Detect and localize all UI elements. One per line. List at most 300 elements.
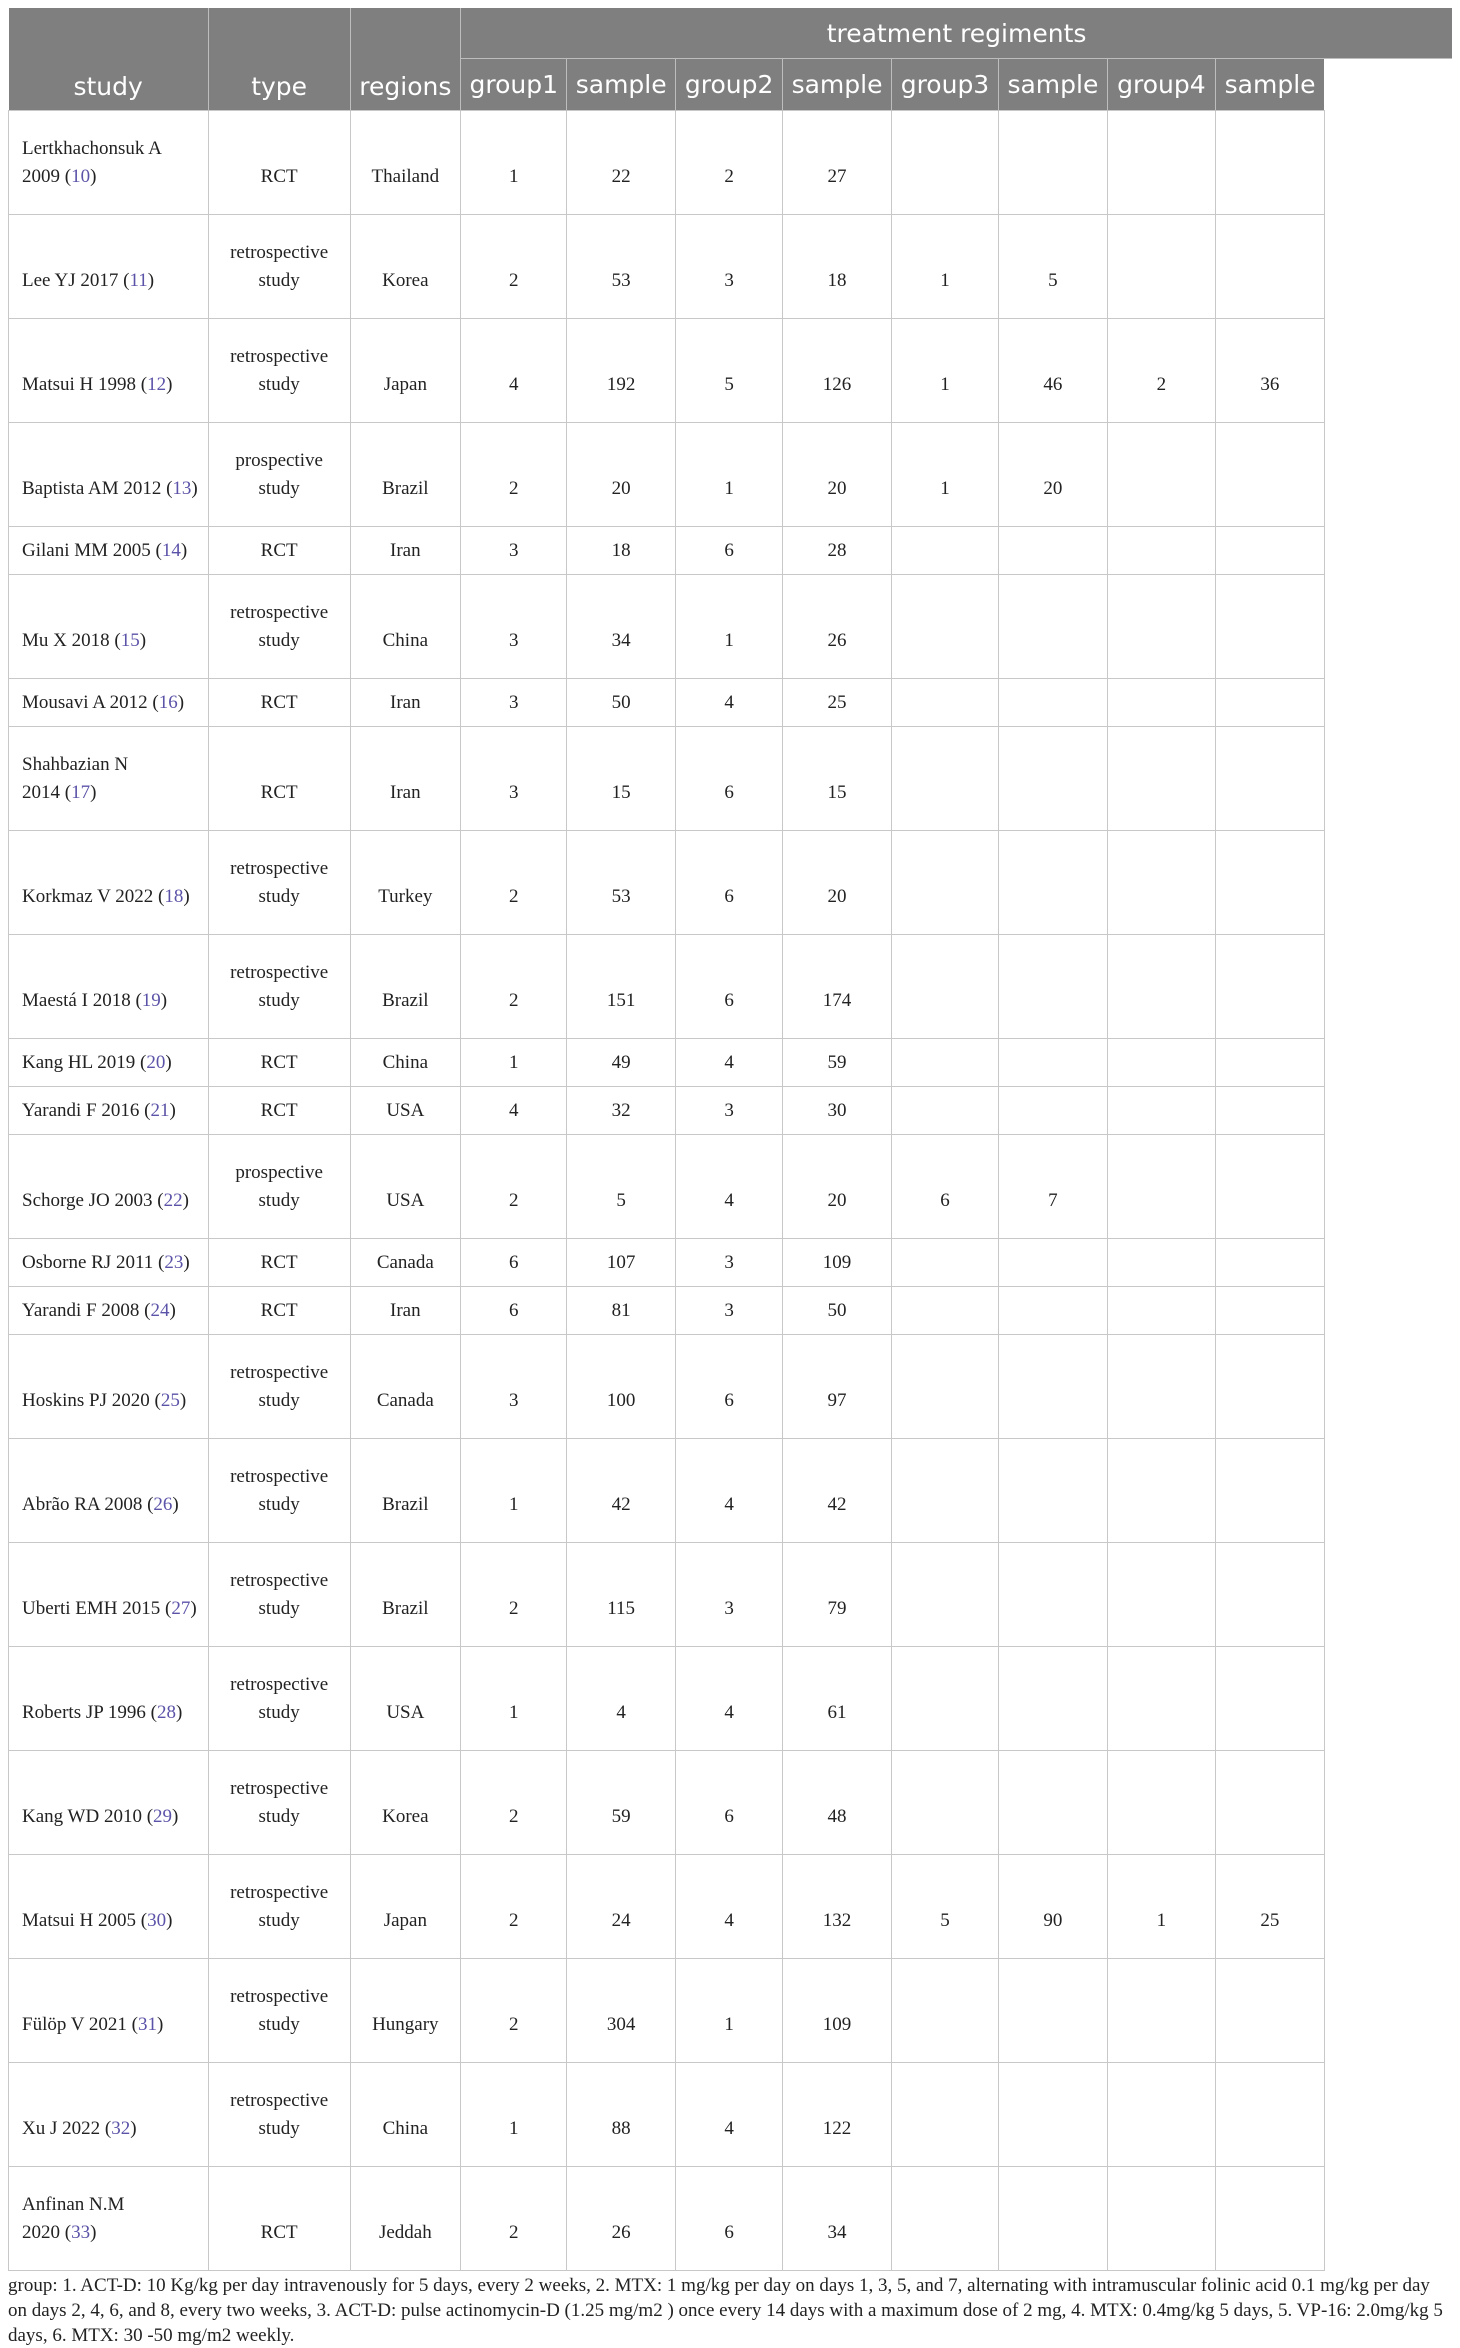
study-cell: Xu J 2022 (32) [9, 2063, 209, 2167]
study-cell: Osborne RJ 2011 (23) [9, 1239, 209, 1287]
group1-cell: 2 [461, 423, 567, 527]
header-group4: group4 [1107, 59, 1215, 111]
region-cell: Iran [350, 1287, 461, 1335]
sample1-cell: 53 [567, 831, 675, 935]
reference-link[interactable]: 14 [161, 539, 181, 561]
sample2-cell: 26 [783, 575, 891, 679]
study-name: Osborne RJ 2011 [22, 1251, 154, 1273]
sample1-cell: 192 [567, 319, 675, 423]
type-cell: retrospective study [208, 1335, 350, 1439]
header-group3: group3 [891, 59, 998, 111]
sample4-cell [1216, 1647, 1324, 1751]
group2-cell: 4 [675, 1647, 782, 1751]
reference-link[interactable]: 11 [129, 269, 148, 291]
study-cell: Shahbazian N 2014 (17) [9, 727, 209, 831]
group4-cell [1107, 1287, 1215, 1335]
reference-link[interactable]: 21 [150, 1099, 170, 1121]
group4-cell [1107, 1135, 1215, 1239]
sample1-cell: 18 [567, 527, 675, 575]
sample4-cell [1216, 727, 1324, 831]
type-cell: RCT [208, 2167, 350, 2271]
sample3-cell [999, 935, 1107, 1039]
study-cell: Hoskins PJ 2020 (25) [9, 1335, 209, 1439]
table-header [9, 8, 1453, 111]
table-row [9, 215, 1453, 319]
reference-link[interactable]: 32 [111, 2117, 131, 2139]
group1-cell: 3 [461, 727, 567, 831]
group1-cell: 3 [461, 527, 567, 575]
table-row [9, 679, 1453, 727]
group2-cell: 1 [675, 423, 782, 527]
sample1-cell: 100 [567, 1335, 675, 1439]
table-footnote: group: 1. ACT-D: 10 Kg/kg per day intravenously for 5 days, every 2 weeks, 2. MTX: 1 mg/kg per day on days 1, 3, 5, and 7, alternating with intramuscular folinic acid 0.1 mg/kg per day on days 2, 4, 6, and 8, every two weeks, 3. ACT-D: pulse actinomycin-D (1.25 mg/m2 ) once every 14 days with a maximum dose of 2 mg, 4. MTX: 0.4mg/kg 5 days, 5. VP-16: 2.0mg/kg 5 days, 6. MTX: 30 -50 mg/m2 weekly. [8, 2275, 1443, 2346]
reference-link[interactable]: 16 [158, 691, 178, 713]
region-cell: Thailand [350, 111, 461, 215]
sample3-cell [999, 1087, 1107, 1135]
sample3-cell [999, 2063, 1107, 2167]
sample4-cell [1216, 1135, 1324, 1239]
study-name: Fülöp V 2021 [22, 2013, 127, 2035]
sample1-cell: 42 [567, 1439, 675, 1543]
type-cell: retrospective study [208, 1647, 350, 1751]
sample2-cell: 25 [783, 679, 891, 727]
sample1-cell: 22 [567, 111, 675, 215]
table-row [9, 2167, 1453, 2271]
group4-cell [1107, 1647, 1215, 1751]
group1-cell: 2 [461, 831, 567, 935]
group3-cell [891, 679, 998, 727]
group3-cell [891, 575, 998, 679]
group3-cell [891, 2063, 998, 2167]
sample3-cell [999, 1335, 1107, 1439]
sample3-cell [999, 1647, 1107, 1751]
sample2-cell: 59 [783, 1039, 891, 1087]
header-sample4: sample [1216, 59, 1324, 111]
sample1-cell: 304 [567, 1959, 675, 2063]
table-row [9, 1087, 1453, 1135]
group2-cell: 6 [675, 1335, 782, 1439]
region-cell: USA [350, 1647, 461, 1751]
group2-cell: 5 [675, 319, 782, 423]
group2-cell: 6 [675, 831, 782, 935]
reference-link[interactable]: 19 [141, 989, 161, 1011]
group1-cell: 2 [461, 1543, 567, 1647]
region-cell: Jeddah [350, 2167, 461, 2271]
sample3-cell [999, 1751, 1107, 1855]
reference-link[interactable]: 17 [71, 781, 91, 803]
group3-cell [891, 1335, 998, 1439]
sample4-cell [1216, 1439, 1324, 1543]
type-cell: retrospective study [208, 935, 350, 1039]
study-name: Anfinan N.M 2020 [22, 2193, 125, 2243]
study-cell: Korkmaz V 2022 (18) [9, 831, 209, 935]
sample2-cell: 61 [783, 1647, 891, 1751]
type-cell: retrospective study [208, 215, 350, 319]
group3-cell [891, 1439, 998, 1543]
group1-cell: 6 [461, 1287, 567, 1335]
table-row [9, 1135, 1453, 1239]
sample4-cell: 36 [1216, 319, 1324, 423]
study-name: Schorge JO 2003 [22, 1189, 153, 1211]
reference-link[interactable]: 22 [163, 1189, 183, 1211]
type-cell: retrospective study [208, 319, 350, 423]
sample4-cell [1216, 1239, 1324, 1287]
group2-cell: 6 [675, 1751, 782, 1855]
group4-cell [1107, 831, 1215, 935]
group2-cell: 3 [675, 1287, 782, 1335]
table-row [9, 1751, 1453, 1855]
group3-cell [891, 111, 998, 215]
sample4-cell [1216, 527, 1324, 575]
study-name: Yarandi F 2008 [22, 1299, 140, 1321]
study-name: Korkmaz V 2022 [22, 885, 154, 907]
sample1-cell: 115 [567, 1543, 675, 1647]
region-cell: Japan [350, 1855, 461, 1959]
sample3-cell [999, 831, 1107, 935]
sample3-cell [999, 111, 1107, 215]
group4-cell [1107, 935, 1215, 1039]
group4-cell: 2 [1107, 319, 1215, 423]
region-cell: China [350, 575, 461, 679]
type-cell: retrospective study [208, 1855, 350, 1959]
sample2-cell: 20 [783, 831, 891, 935]
group3-cell [891, 1751, 998, 1855]
header-regions: regions [350, 8, 461, 111]
group2-cell: 4 [675, 679, 782, 727]
study-name: Kang WD 2010 [22, 1805, 142, 1827]
sample2-cell: 109 [783, 1959, 891, 2063]
reference-link[interactable]: 12 [147, 373, 167, 395]
reference-link[interactable]: 18 [164, 885, 184, 907]
type-cell: RCT [208, 1039, 350, 1087]
group2-cell: 4 [675, 1135, 782, 1239]
group4-cell [1107, 575, 1215, 679]
sample3-cell [999, 1287, 1107, 1335]
sample4-cell [1216, 2063, 1324, 2167]
group2-cell: 6 [675, 527, 782, 575]
group2-cell: 2 [675, 111, 782, 215]
table-row [9, 1647, 1453, 1751]
reference-link[interactable]: 31 [137, 2013, 157, 2035]
region-cell: Canada [350, 1335, 461, 1439]
group3-cell: 1 [891, 423, 998, 527]
sample1-cell: 5 [567, 1135, 675, 1239]
header-sample2: sample [783, 59, 891, 111]
table-row [9, 1335, 1453, 1439]
group2-cell: 3 [675, 1087, 782, 1135]
table-row [9, 1543, 1453, 1647]
table-row [9, 831, 1453, 935]
study-cell: Baptista AM 2012 (13) [9, 423, 209, 527]
region-cell: China [350, 2063, 461, 2167]
group3-cell [891, 1039, 998, 1087]
study-name: Xu J 2022 [22, 2117, 101, 2139]
table-row [9, 1959, 1453, 2063]
sample4-cell [1216, 679, 1324, 727]
table-row [9, 1039, 1453, 1087]
group4-cell [1107, 111, 1215, 215]
group3-cell [891, 2167, 998, 2271]
sample1-cell: 49 [567, 1039, 675, 1087]
group4-cell [1107, 2167, 1215, 2271]
sample4-cell [1216, 831, 1324, 935]
group2-cell: 3 [675, 1543, 782, 1647]
sample3-cell [999, 1543, 1107, 1647]
region-cell: Korea [350, 215, 461, 319]
study-cell: Mu X 2018 (15) [9, 575, 209, 679]
table-row [9, 527, 1453, 575]
group4-cell [1107, 527, 1215, 575]
type-cell: RCT [208, 1287, 350, 1335]
group1-cell: 3 [461, 679, 567, 727]
sample3-cell [999, 679, 1107, 727]
study-name: Shahbazian N 2014 [22, 753, 129, 803]
study-cell: Schorge JO 2003 (22) [9, 1135, 209, 1239]
group1-cell: 2 [461, 1959, 567, 2063]
region-cell: Turkey [350, 831, 461, 935]
sample3-cell: 7 [999, 1135, 1107, 1239]
reference-link[interactable]: 27 [171, 1597, 191, 1619]
reference-link[interactable]: 10 [71, 165, 91, 187]
sample2-cell: 97 [783, 1335, 891, 1439]
type-cell: RCT [208, 1087, 350, 1135]
sample1-cell: 53 [567, 215, 675, 319]
sample2-cell: 27 [783, 111, 891, 215]
sample3-cell [999, 2167, 1107, 2271]
group1-cell: 1 [461, 1647, 567, 1751]
study-cell: Maestá I 2018 (19) [9, 935, 209, 1039]
study-table [8, 8, 1452, 2271]
sample4-cell: 25 [1216, 1855, 1324, 1959]
reference-link[interactable]: 13 [172, 477, 192, 499]
study-cell: Lee YJ 2017 (11) [9, 215, 209, 319]
sample3-cell [999, 1439, 1107, 1543]
group3-cell [891, 1959, 998, 2063]
sample2-cell: 50 [783, 1287, 891, 1335]
sample2-cell: 20 [783, 1135, 891, 1239]
group2-cell: 6 [675, 935, 782, 1039]
study-name: Mousavi A 2012 [22, 691, 148, 713]
group1-cell: 2 [461, 1855, 567, 1959]
type-cell: retrospective study [208, 575, 350, 679]
sample1-cell: 20 [567, 423, 675, 527]
group4-cell [1107, 1959, 1215, 2063]
study-cell: Matsui H 1998 (12) [9, 319, 209, 423]
header-sample1: sample [567, 59, 675, 111]
reference-link[interactable]: 23 [164, 1251, 184, 1273]
group1-cell: 1 [461, 2063, 567, 2167]
study-cell: Uberti EMH 2015 (27) [9, 1543, 209, 1647]
sample2-cell: 28 [783, 527, 891, 575]
group1-cell: 2 [461, 1135, 567, 1239]
sample3-cell [999, 1239, 1107, 1287]
header-group2: group2 [675, 59, 782, 111]
region-cell: Korea [350, 1751, 461, 1855]
group3-cell: 1 [891, 215, 998, 319]
type-cell: RCT [208, 1239, 350, 1287]
study-cell: Mousavi A 2012 (16) [9, 679, 209, 727]
table-row [9, 2063, 1453, 2167]
group2-cell: 3 [675, 1239, 782, 1287]
study-cell: Matsui H 2005 (30) [9, 1855, 209, 1959]
region-cell: USA [350, 1135, 461, 1239]
group3-cell: 5 [891, 1855, 998, 1959]
study-cell: Kang WD 2010 (29) [9, 1751, 209, 1855]
group1-cell: 2 [461, 1751, 567, 1855]
region-cell: Canada [350, 1239, 461, 1287]
type-cell: retrospective study [208, 1543, 350, 1647]
group2-cell: 1 [675, 575, 782, 679]
group1-cell: 4 [461, 1087, 567, 1135]
region-cell: Iran [350, 679, 461, 727]
group4-cell [1107, 1335, 1215, 1439]
study-name: Abrão RA 2008 [22, 1493, 143, 1515]
sample4-cell [1216, 1287, 1324, 1335]
sample1-cell: 50 [567, 679, 675, 727]
group3-cell [891, 935, 998, 1039]
region-cell: Brazil [350, 1439, 461, 1543]
table-row [9, 319, 1453, 423]
group4-cell [1107, 1439, 1215, 1543]
sample2-cell: 132 [783, 1855, 891, 1959]
group2-cell: 4 [675, 2063, 782, 2167]
table-row [9, 727, 1453, 831]
study-name: Baptista AM 2012 [22, 477, 162, 499]
study-name: Lee YJ 2017 [22, 269, 119, 291]
study-cell: Yarandi F 2016 (21) [9, 1087, 209, 1135]
sample2-cell: 18 [783, 215, 891, 319]
group4-cell [1107, 1239, 1215, 1287]
sample1-cell: 88 [567, 2063, 675, 2167]
sample4-cell [1216, 1039, 1324, 1087]
type-cell: RCT [208, 727, 350, 831]
group1-cell: 3 [461, 575, 567, 679]
group1-cell: 1 [461, 111, 567, 215]
group3-cell [891, 527, 998, 575]
group1-cell: 3 [461, 1335, 567, 1439]
type-cell: retrospective study [208, 1751, 350, 1855]
study-name: Matsui H 1998 [22, 373, 136, 395]
group1-cell: 4 [461, 319, 567, 423]
group3-cell [891, 727, 998, 831]
sample4-cell [1216, 1959, 1324, 2063]
reference-link[interactable]: 28 [156, 1701, 176, 1723]
study-name: Kang HL 2019 [22, 1051, 136, 1073]
sample4-cell [1216, 1543, 1324, 1647]
group4-cell [1107, 1039, 1215, 1087]
header-study: study [9, 8, 209, 111]
sample2-cell: 79 [783, 1543, 891, 1647]
region-cell: Brazil [350, 935, 461, 1039]
sample4-cell [1216, 935, 1324, 1039]
study-cell: Lertkhachonsuk A 2009 (10) [9, 111, 209, 215]
region-cell: Iran [350, 527, 461, 575]
type-cell: RCT [208, 111, 350, 215]
group4-cell [1107, 1087, 1215, 1135]
sample3-cell: 20 [999, 423, 1107, 527]
study-cell: Kang HL 2019 (20) [9, 1039, 209, 1087]
header-type: type [208, 8, 350, 111]
sample2-cell: 42 [783, 1439, 891, 1543]
study-name: Lertkhachonsuk A 2009 [22, 137, 162, 187]
group4-cell [1107, 1751, 1215, 1855]
sample2-cell: 20 [783, 423, 891, 527]
reference-link[interactable]: 26 [153, 1493, 173, 1515]
reference-link[interactable]: 24 [150, 1299, 170, 1321]
group4-cell [1107, 727, 1215, 831]
reference-link[interactable]: 29 [153, 1805, 173, 1827]
reference-link[interactable]: 25 [160, 1389, 180, 1411]
study-cell: Anfinan N.M 2020 (33) [9, 2167, 209, 2271]
sample2-cell: 30 [783, 1087, 891, 1135]
sample1-cell: 26 [567, 2167, 675, 2271]
table-row [9, 1287, 1453, 1335]
group2-cell: 4 [675, 1855, 782, 1959]
group3-cell [891, 1543, 998, 1647]
type-cell: retrospective study [208, 1959, 350, 2063]
sample3-cell [999, 1959, 1107, 2063]
sample1-cell: 59 [567, 1751, 675, 1855]
group3-cell: 6 [891, 1135, 998, 1239]
group3-cell [891, 831, 998, 935]
sample2-cell: 109 [783, 1239, 891, 1287]
group1-cell: 2 [461, 215, 567, 319]
sample2-cell: 174 [783, 935, 891, 1039]
study-name: Gilani MM 2005 [22, 539, 151, 561]
reference-link[interactable]: 20 [146, 1051, 166, 1073]
table-row [9, 423, 1453, 527]
header-treatment-regiments: treatment regiments [461, 8, 1452, 59]
sample1-cell: 151 [567, 935, 675, 1039]
reference-link[interactable]: 33 [71, 2221, 91, 2243]
type-cell: prospective study [208, 423, 350, 527]
sample4-cell [1216, 423, 1324, 527]
study-name: Maestá I 2018 [22, 989, 131, 1011]
sample2-cell: 126 [783, 319, 891, 423]
group2-cell: 1 [675, 1959, 782, 2063]
sample1-cell: 15 [567, 727, 675, 831]
type-cell: retrospective study [208, 2063, 350, 2167]
sample4-cell [1216, 215, 1324, 319]
study-name: Mu X 2018 [22, 629, 110, 651]
sample1-cell: 34 [567, 575, 675, 679]
region-cell: Brazil [350, 423, 461, 527]
sample3-cell: 46 [999, 319, 1107, 423]
group3-cell [891, 1087, 998, 1135]
sample2-cell: 34 [783, 2167, 891, 2271]
group3-cell: 1 [891, 319, 998, 423]
group2-cell: 6 [675, 2167, 782, 2271]
sample4-cell [1216, 1751, 1324, 1855]
sample1-cell: 32 [567, 1087, 675, 1135]
region-cell: Iran [350, 727, 461, 831]
reference-link[interactable]: 15 [120, 629, 140, 651]
table-body [9, 111, 1453, 2271]
study-name: Roberts JP 1996 [22, 1701, 146, 1723]
region-cell: USA [350, 1087, 461, 1135]
region-cell: Brazil [350, 1543, 461, 1647]
table-container [8, 8, 1452, 2348]
group1-cell: 1 [461, 1439, 567, 1543]
group2-cell: 6 [675, 727, 782, 831]
group4-cell: 1 [1107, 1855, 1215, 1959]
sample4-cell [1216, 1335, 1324, 1439]
region-cell: Hungary [350, 1959, 461, 2063]
reference-link[interactable]: 30 [147, 1909, 167, 1931]
study-name: Matsui H 2005 [22, 1909, 136, 1931]
study-name: Hoskins PJ 2020 [22, 1389, 150, 1411]
group2-cell: 3 [675, 215, 782, 319]
